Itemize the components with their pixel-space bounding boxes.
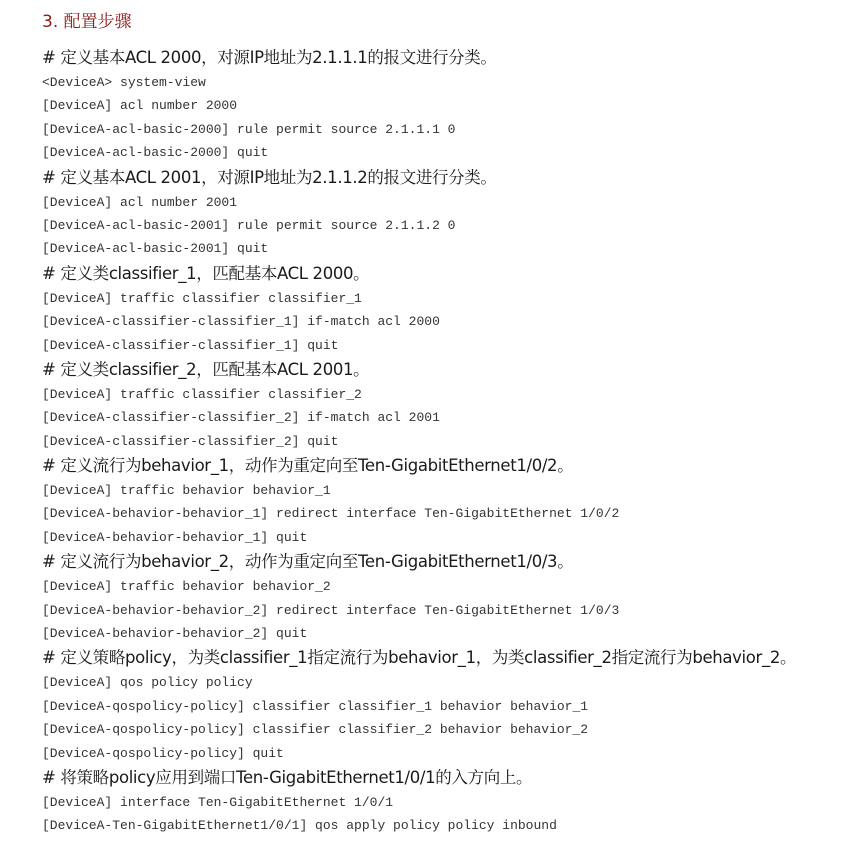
code-line: [DeviceA] traffic behavior behavior_2 [42, 579, 331, 595]
step-comment: # 将策略policy应用到端口Ten-GigabitEthernet1/0/1的入方向上。 [42, 767, 533, 787]
code-line: [DeviceA-qospolicy-policy] classifier classifier_2 behavior behavior_2 [42, 722, 589, 738]
code-line: [DeviceA-qospolicy-policy] quit [42, 745, 284, 761]
section-heading: 3. 配置步骤 [42, 12, 132, 32]
config-step [42, 45, 837, 165]
code-line: [DeviceA] acl number 2001 [42, 194, 238, 210]
step-comment: # 定义基本ACL 2000，对源IP地址为2.1.1.1的报文进行分类。 [42, 48, 497, 67]
document-body [42, 8, 837, 838]
code-line: [DeviceA-behavior-behavior_1] quit [42, 529, 308, 545]
code-line: [DeviceA-acl-basic-2000] rule permit source 2.1.1.1 0 [42, 121, 456, 137]
code-line: [DeviceA] traffic classifier classifier_2 [42, 386, 362, 402]
code-line: [DeviceA] traffic classifier classifier_1 [42, 290, 362, 306]
code-line: <DeviceA> system-view [42, 75, 206, 90]
code-line: [DeviceA] acl number 2000 [42, 98, 238, 114]
step-comment: # 定义类classifier_2，匹配基本ACL 2001。 [42, 359, 370, 379]
config-steps [42, 45, 837, 838]
code-line: [DeviceA-behavior-behavior_2] quit [42, 626, 308, 642]
step-comment: # 定义流行为behavior_1，动作为重定向至Ten-GigabitEthernet1/0/2。 [42, 456, 574, 476]
code-line: [DeviceA-behavior-behavior_1] redirect interface Ten-GigabitEthernet 1/0/2 [42, 506, 620, 522]
step-comment: # 定义基本ACL 2001，对源IP地址为2.1.1.2的报文进行分类。 [42, 167, 497, 187]
step-comment: # 定义策略policy，为类classifier_1指定流行为behavior_1，为类classifier_2指定流行为behavior_2。 [42, 648, 797, 668]
code-line: [DeviceA-classifier-classifier_1] quit [42, 337, 339, 353]
code-line: [DeviceA-acl-basic-2000] quit [42, 145, 269, 161]
code-line: [DeviceA-behavior-behavior_2] redirect interface Ten-GigabitEthernet 1/0/3 [42, 602, 620, 618]
code-line: [DeviceA-acl-basic-2001] rule permit source 2.1.1.2 0 [42, 217, 456, 233]
code-line: [DeviceA-qospolicy-policy] classifier classifier_1 behavior behavior_1 [42, 698, 589, 714]
step-comment: # 定义流行为behavior_2，动作为重定向至Ten-GigabitEthernet1/0/3。 [42, 552, 574, 572]
code-line: [DeviceA-classifier-classifier_1] if-match acl 2000 [42, 314, 440, 330]
code-line: [DeviceA-Ten-GigabitEthernet1/0/1] qos apply policy policy inbound [42, 818, 557, 834]
code-line: [DeviceA] qos policy policy [42, 675, 253, 691]
config-step [42, 357, 837, 453]
code-line: [DeviceA] traffic behavior behavior_1 [42, 483, 331, 499]
code-line: [DeviceA-classifier-classifier_2] quit [42, 433, 339, 449]
config-step [42, 645, 837, 765]
config-step [42, 453, 837, 549]
step-comment: # 定义类classifier_1，匹配基本ACL 2000。 [42, 263, 370, 283]
config-step [42, 261, 837, 357]
code-line: [DeviceA] interface Ten-GigabitEthernet 1/0/1 [42, 794, 394, 810]
config-step [42, 765, 837, 838]
config-step [42, 165, 837, 261]
code-line: [DeviceA-classifier-classifier_2] if-match acl 2001 [42, 410, 440, 426]
config-step [42, 549, 837, 645]
code-line: [DeviceA-acl-basic-2001] quit [42, 241, 269, 257]
